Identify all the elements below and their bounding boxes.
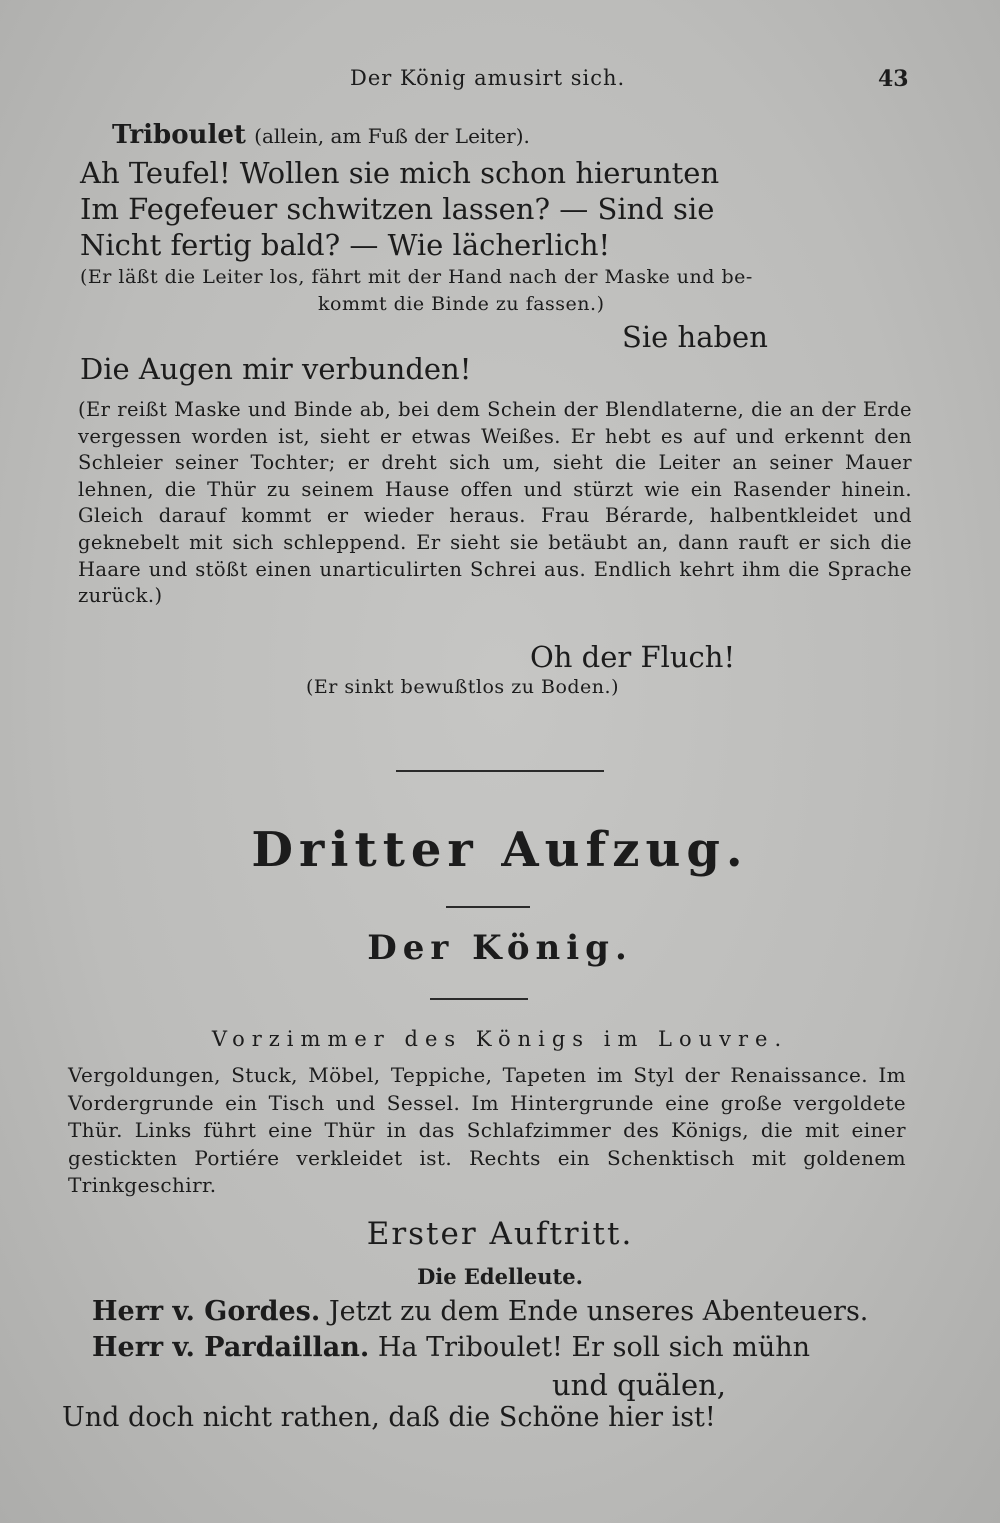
verse-half-line: Sie haben <box>622 320 768 354</box>
dialogue-text: Jetzt zu dem Ende unseres Abenteuers. <box>328 1296 869 1327</box>
setting-heading: Vorzimmer des Königs im Louvre. <box>211 1027 789 1051</box>
running-header: Der König amusirt sich. <box>350 66 626 90</box>
verse-line: Die Augen mir verbunden! <box>80 352 472 386</box>
speaker-name: Herr v. Gordes. <box>92 1296 321 1327</box>
page-number: 43 <box>878 66 909 92</box>
verse-line: Im Fegefeuer schwitzen lassen? — Sind sie <box>80 192 715 226</box>
verse-line: Nicht fertig bald? — Wie lächerlich! <box>80 228 611 262</box>
divider <box>430 998 528 1000</box>
scene-title: Erster Auftritt. <box>366 1216 634 1252</box>
divider <box>446 906 530 908</box>
dialogue-continuation: und quälen, <box>552 1368 726 1402</box>
speaker-name: Herr v. Pardaillan. <box>92 1332 370 1363</box>
dialogue-line: Und doch nicht rathen, daß die Schöne hier ist! <box>62 1402 716 1433</box>
speaker-line <box>112 120 530 150</box>
speaker-direction: (allein, am Fuß der Leiter). <box>254 124 530 148</box>
stage-direction: kommt die Binde zu fassen.) <box>318 293 605 315</box>
verse-line: Ah Teufel! Wollen sie mich schon hierunten <box>80 156 720 190</box>
dialogue-text: Ha Triboulet! Er soll sich mühn <box>377 1332 810 1363</box>
divider <box>396 770 604 772</box>
stage-direction-paragraph: (Er reißt Maske und Binde ab, bei dem Schein der Blendlaterne, die an der Erde vergessen worden ist, sieht er etwas Weißes. Er hebt es auf und erkennt den Schleier seiner Tochter; er dreht sich um, sieht die Leiter an seiner Mauer lehnen, die Thür zu seinem Hause offen und stürzt wie ein Rasender hinein. Gleich darauf kommt er wieder heraus. Frau Bérarde, halbentkleidet und geknebelt mit sich schleppend. Er sieht sie betäubt an, dann rauft er sich die Haare und stößt einen unarticulirten Schrei aus. Endlich kehrt ihm die Sprache zurück.) <box>78 398 912 608</box>
scene-persons: Die Edelleute. <box>417 1264 583 1289</box>
dialogue-line <box>92 1332 810 1363</box>
stage-direction: (Er läßt die Leiter los, fährt mit der Hand nach der Maske und be- <box>80 266 753 288</box>
setting-description: Vergoldungen, Stuck, Möbel, Teppiche, Tapeten im Styl der Renaissance. Im Vordergrunde ein Tisch und Sessel. Im Hintergrunde eine große vergoldete Thür. Links führt eine Thür in das Schlafzimmer des Königs, die mit einer gestickten Portiére verkleidet ist. Rechts ein Schenktisch mit goldenem Trinkgeschirr. <box>68 1063 906 1197</box>
act-subtitle: Der König. <box>367 928 633 968</box>
stage-direction: (Er sinkt bewußtlos zu Boden.) <box>306 676 619 698</box>
curse-line: Oh der Fluch! <box>530 640 736 674</box>
act-title: Dritter Aufzug. <box>251 822 749 878</box>
dialogue-line <box>92 1296 868 1327</box>
speaker-name: Triboulet <box>112 120 246 150</box>
